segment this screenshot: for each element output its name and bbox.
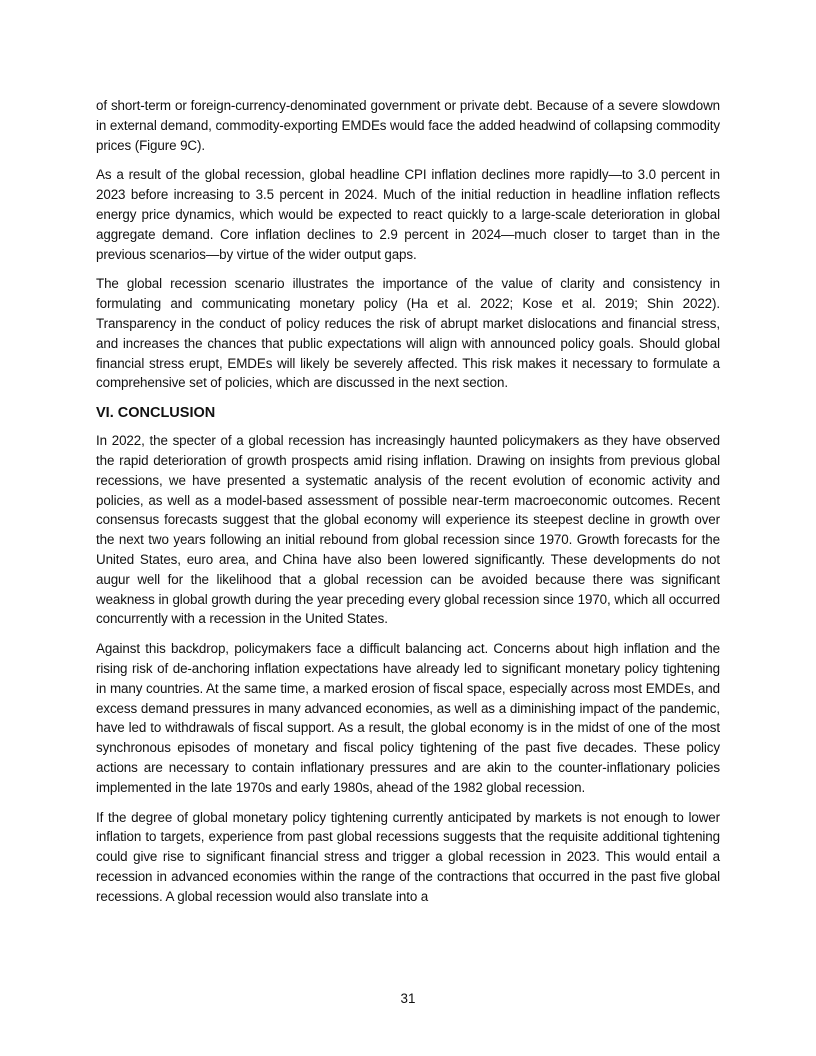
body-paragraph: As a result of the global recession, global headline CPI inflation declines more rapidly—to 3.0 percent in 2023 before increasing to 3.5 percent in 2024. Much of the initial reduction in headline inflation reflects energy price dynamics, which would be expected to react quickly to a large-scale deterioration in global aggregate demand. Core inflation declines to 2.9 percent in 2024—much closer to target than in the previous scenarios—by virtue of the wider output gaps.	[96, 167, 720, 262]
body-paragraph: If the degree of global monetary policy tightening currently anticipated by markets is not enough to lower inflation to targets, experience from past global recessions suggests that the requisite additional tightening could give rise to significant financial stress and trigger a global recession in 2023. This would entail a recession in advanced economies within the range of the contractions that occurred in the past five global recessions. A global recession would also translate into a	[96, 809, 720, 904]
section-heading: VI. CONCLUSION	[96, 405, 216, 422]
body-paragraph: of short-term or foreign-currency-denominated government or private debt. Because of a severe slowdown in external demand, commodity-exporting EMDEs would face the added headwind of collapsing commodity prices (Figure 9C).	[96, 98, 720, 153]
body-paragraph: Against this backdrop, policymakers face a difficult balancing act. Concerns about high inflation and the rising risk of de-anchoring inflation expectations have already led to significant monetary policy tightening in many countries. At the same time, a marked erosion of fiscal space, especially across most EMDEs, and excess demand pressures in many advanced economies, as well as a diminishing impact of the pandemic, have led to withdrawals of fiscal support. As a result, the global economy is in the midst of one of the most synchronous episodes of monetary and fiscal policy tightening of the past five decades. These policy actions are necessary to contain inflationary pressures and are akin to the counter-inflationary policies implemented in the late 1970s and early 1980s, ahead of the 1982 global recession.	[96, 641, 720, 795]
body-paragraph: The global recession scenario illustrates the importance of the value of clarity and consistency in formulating and communicating monetary policy (Ha et al. 2022; Kose et al. 2019; Shin 2022). Transparency in the conduct of policy reduces the risk of abrupt market dislocations and financial stress, and increases the chances that public expectations will align with announced policy goals. Should global financial stress erupt, EMDEs will likely be severely affected. This risk makes it necessary to formulate a comprehensive set of policies, which are discussed in the next section.	[96, 276, 720, 391]
page-body	[96, 96, 720, 916]
page-number: 31	[400, 991, 416, 1006]
body-paragraph: In 2022, the specter of a global recession has increasingly haunted policymakers as they have observed the rapid deterioration of growth prospects amid rising inflation. Drawing on insights from previous global recessions, we have presented a systematic analysis of the recent evolution of economic activity and policies, as well as a model-based assessment of possible near-term macroeconomic outcomes. Recent consensus forecasts suggest that the global economy will experience its steepest decline in growth over the next two years following an initial rebound from global recession since 1970. Growth forecasts for the United States, euro area, and China have also been lowered significantly. These developments do not augur well for the likelihood that a global recession can be avoided because there was significant weakness in global growth during the year preceding every global recession since 1970, which all occurred concurrently with a recession in the United States.	[96, 433, 720, 627]
